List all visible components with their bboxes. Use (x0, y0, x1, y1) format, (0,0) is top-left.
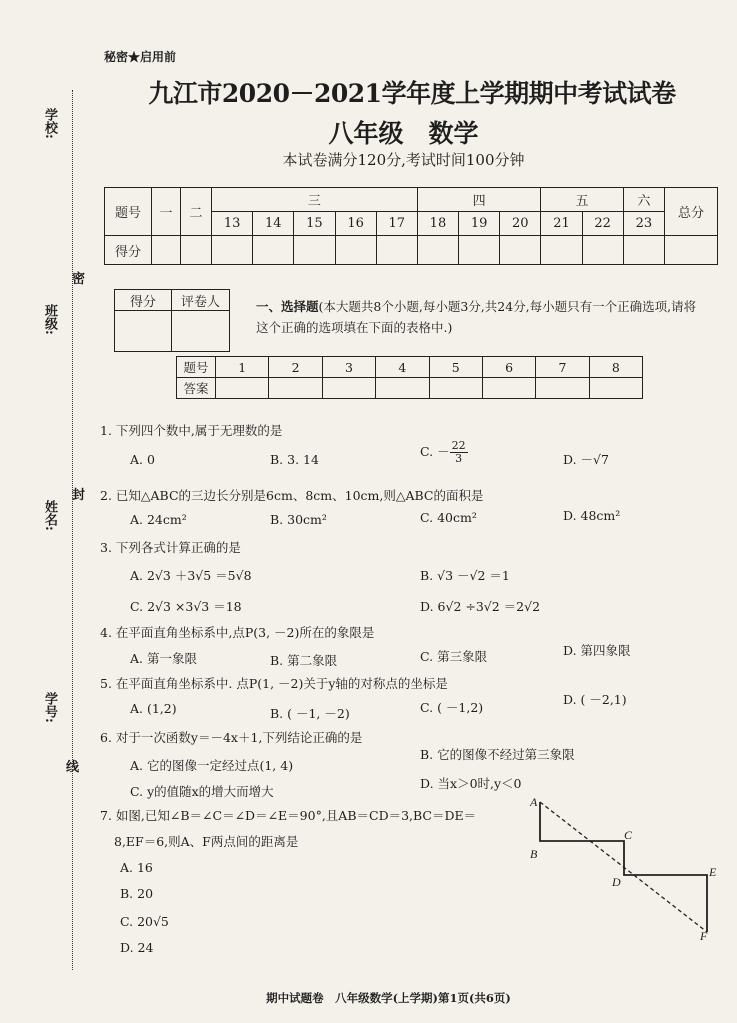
score-row-label: 得分 (105, 236, 152, 265)
q7-option-b: B. 20 (120, 886, 154, 901)
q1-option-c-prefix: C. － (420, 444, 450, 459)
grader-name-cell[interactable] (172, 311, 230, 352)
q1-option-b: B. 3. 14 (270, 452, 319, 467)
seal-xian: 线 (66, 760, 80, 775)
q4-option-a: A. 第一象限 (130, 651, 197, 666)
q1-stem: 1. 下列四个数中,属于无理数的是 (100, 423, 283, 438)
score-cell[interactable] (459, 236, 500, 265)
q1-option-d: D. －√7 (563, 452, 609, 467)
score-q13: 13 (212, 212, 253, 236)
q2-option-d: D. 48cm² (563, 508, 621, 523)
q3-option-d: D. 6√2 ÷3√2 ＝2√2 (420, 599, 541, 614)
answer-cell[interactable] (322, 378, 375, 399)
score-cell[interactable] (582, 236, 623, 265)
score-cell[interactable] (294, 236, 335, 265)
answer-cell[interactable] (269, 378, 322, 399)
answer-qnum: 7 (536, 357, 589, 378)
q5-option-a: A. (1,2) (130, 701, 177, 716)
q7-option-d: D. 24 (120, 940, 154, 955)
secret-label: 秘密★启用前 (104, 50, 177, 64)
score-q16: 16 (335, 212, 376, 236)
answer-qnum: 1 (216, 357, 269, 378)
q5-option-c: C. ( －1,2) (420, 700, 484, 715)
answer-qnum: 3 (322, 357, 375, 378)
score-q15: 15 (294, 212, 335, 236)
class-label: 班级: (42, 304, 57, 335)
school-label: 学校: (42, 108, 57, 139)
score-q22: 22 (582, 212, 623, 236)
score-q20: 20 (500, 212, 541, 236)
answer-qnum: 5 (429, 357, 482, 378)
score-cell[interactable] (212, 236, 253, 265)
figure-label-c: C (624, 828, 633, 842)
answer-qnum-label: 题号 (177, 357, 216, 378)
q1-option-c (420, 440, 468, 465)
score-cell[interactable] (665, 236, 718, 265)
q6-option-b: B. 它的图像不经过第三象限 (420, 747, 575, 762)
answer-table (176, 356, 643, 399)
score-total-label: 总分 (665, 188, 718, 236)
exam-subtitle: 八年级 数学 (328, 119, 479, 148)
answer-qnum: 6 (482, 357, 535, 378)
score-cell[interactable] (500, 236, 541, 265)
q1-c-denominator: 3 (455, 452, 463, 465)
q5-stem: 5. 在平面直角坐标系中. 点P(1, －2)关于y轴的对称点的坐标是 (100, 676, 448, 691)
score-table (104, 187, 718, 265)
section1-heading (256, 296, 701, 338)
section-6-header: 六 (623, 188, 664, 212)
q7-stem-line2: 8,EF＝6,则A、F两点间的距离是 (114, 834, 299, 849)
grader-score-cell[interactable] (115, 311, 172, 352)
q3-stem: 3. 下列各式计算正确的是 (100, 540, 241, 555)
answer-cell[interactable] (589, 378, 642, 399)
q1-option-c-fraction (450, 440, 468, 465)
q6-stem: 6. 对于一次函数y＝－4x＋1,下列结论正确的是 (100, 730, 363, 745)
score-cell[interactable] (253, 236, 294, 265)
number-label: 学号: (42, 692, 57, 723)
answer-qnum: 2 (269, 357, 322, 378)
score-cell[interactable] (541, 236, 582, 265)
score-cell[interactable] (152, 236, 181, 265)
answer-qnum: 8 (589, 357, 642, 378)
score-q14: 14 (253, 212, 294, 236)
section1-title: 一、选择题 (256, 299, 319, 314)
q4-option-c: C. 第三象限 (420, 649, 488, 664)
section-4-header: 四 (417, 188, 541, 212)
q6-option-c: C. y的值随x的增大而增大 (130, 784, 274, 799)
score-cell[interactable] (181, 236, 212, 265)
q6-option-a: A. 它的图像一定经过点(1, 4) (130, 758, 294, 773)
score-q21: 21 (541, 212, 582, 236)
score-q18: 18 (417, 212, 458, 236)
q5-option-d: D. ( －2,1) (563, 692, 627, 707)
score-qnum-label: 题号 (105, 188, 152, 236)
score-cell[interactable] (623, 236, 664, 265)
q1-c-numerator: 22 (451, 439, 466, 452)
figure-label-a: A (530, 795, 538, 809)
seal-feng: 封 (72, 488, 86, 503)
q7-option-c: C. 20√5 (120, 914, 169, 929)
q7-option-a: A. 16 (120, 860, 153, 875)
q4-option-b: B. 第二象限 (270, 653, 338, 668)
figure-label-d: D (612, 875, 621, 889)
answer-cell[interactable] (536, 378, 589, 399)
figure-dashed-af (540, 802, 707, 932)
page-footer: 期中试题卷 八年级数学(上学期)第1页(共6页) (266, 991, 511, 1005)
score-q17: 17 (376, 212, 417, 236)
q5-option-b: B. ( －1, －2) (270, 706, 350, 721)
score-col-1: 一 (152, 188, 181, 236)
answer-cell[interactable] (376, 378, 429, 399)
answer-row-label: 答案 (177, 378, 216, 399)
score-cell[interactable] (417, 236, 458, 265)
section-3-header: 三 (212, 188, 418, 212)
answer-qnum: 4 (376, 357, 429, 378)
q2-stem: 2. 已知△ABC的三边长分别是6cm、8cm、10cm,则△ABC的面积是 (100, 488, 484, 503)
answer-cell[interactable] (216, 378, 269, 399)
section1-instructions: (本大题共8个小题,每小题3分,共24分,每小题只有一个正确选项,请将这个正确的选项填在下面的表格中.) (256, 299, 697, 335)
score-q19: 19 (459, 212, 500, 236)
score-q23: 23 (623, 212, 664, 236)
score-cell[interactable] (376, 236, 417, 265)
figure-label-e: E (709, 865, 717, 879)
q3-option-b: B. √3 －√2 ＝1 (420, 568, 510, 583)
grader-label: 评卷人 (172, 290, 230, 311)
section-5-header: 五 (541, 188, 623, 212)
q4-stem: 4. 在平面直角坐标系中,点P(3, －2)所在的象限是 (100, 625, 375, 640)
q7-stem-line1: 7. 如图,已知∠B＝∠C＝∠D＝∠E＝90°,且AB＝CD＝3,BC＝DE＝ (100, 808, 477, 823)
q1-option-a: A. 0 (130, 452, 155, 467)
exam-info: 本试卷满分120分,考试时间100分钟 (282, 151, 525, 169)
exam-title: 九江市2020－2021学年度上学期期中考试试卷 (148, 79, 676, 108)
score-cell[interactable] (335, 236, 376, 265)
q7-figure (520, 792, 730, 944)
binding-line (72, 90, 73, 970)
answer-cell[interactable] (482, 378, 535, 399)
q2-option-b: B. 30cm² (270, 512, 327, 527)
q3-option-a: A. 2√3 ＋3√5 ＝5√8 (130, 568, 252, 583)
q2-option-a: A. 24cm² (130, 512, 187, 527)
grader-score-label: 得分 (115, 290, 172, 311)
seal-mi: 密 (72, 272, 86, 287)
q2-option-c: C. 40cm² (420, 510, 477, 525)
score-col-2: 二 (181, 188, 212, 236)
figure-label-b: B (530, 847, 538, 861)
q3-option-c: C. 2√3 ×3√3 ＝18 (130, 599, 242, 614)
figure-label-f: F (700, 929, 708, 943)
q6-option-d: D. 当x＞0时,y＜0 (420, 776, 522, 791)
answer-cell[interactable] (429, 378, 482, 399)
q4-option-d: D. 第四象限 (563, 643, 631, 658)
name-label: 姓名: (42, 500, 57, 531)
grader-table (114, 289, 230, 352)
